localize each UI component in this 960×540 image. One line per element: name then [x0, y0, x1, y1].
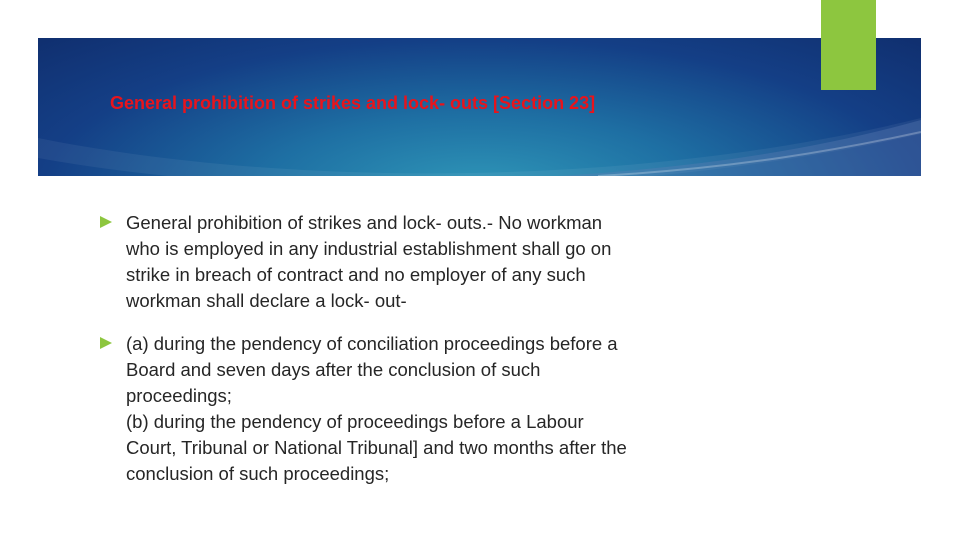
bullet-line: General prohibition of strikes and lock- outs.- No workman [126, 212, 603, 233]
bullet-line: workman shall declare a lock- out- [126, 290, 407, 311]
slide-title: General prohibition of strikes and lock- outs [Section 23] [110, 93, 596, 113]
bullet-line: strike in breach of contract and no employer of any such [126, 264, 586, 285]
triangle-bullet-icon [100, 216, 112, 228]
bullet-line: conclusion of such proceedings; [126, 463, 390, 484]
bullet-line: (a) during the pendency of conciliation proceedings before a [126, 333, 618, 354]
triangle-bullet-icon [100, 337, 112, 349]
bullet-line: who is employed in any industrial establishment shall go on [126, 238, 612, 259]
bullet-item [100, 331, 800, 487]
bullet-item [100, 210, 800, 314]
bullet-line: (b) during the pendency of proceedings before a Labour [126, 411, 584, 432]
green-accent-bar [821, 0, 876, 90]
bullet-line: Board and seven days after the conclusion of such [126, 359, 541, 380]
bullet-list [100, 210, 800, 504]
bullet-line: Court, Tribunal or National Tribunal] and two months after the [126, 437, 627, 458]
bullet-line: proceedings; [126, 385, 232, 406]
